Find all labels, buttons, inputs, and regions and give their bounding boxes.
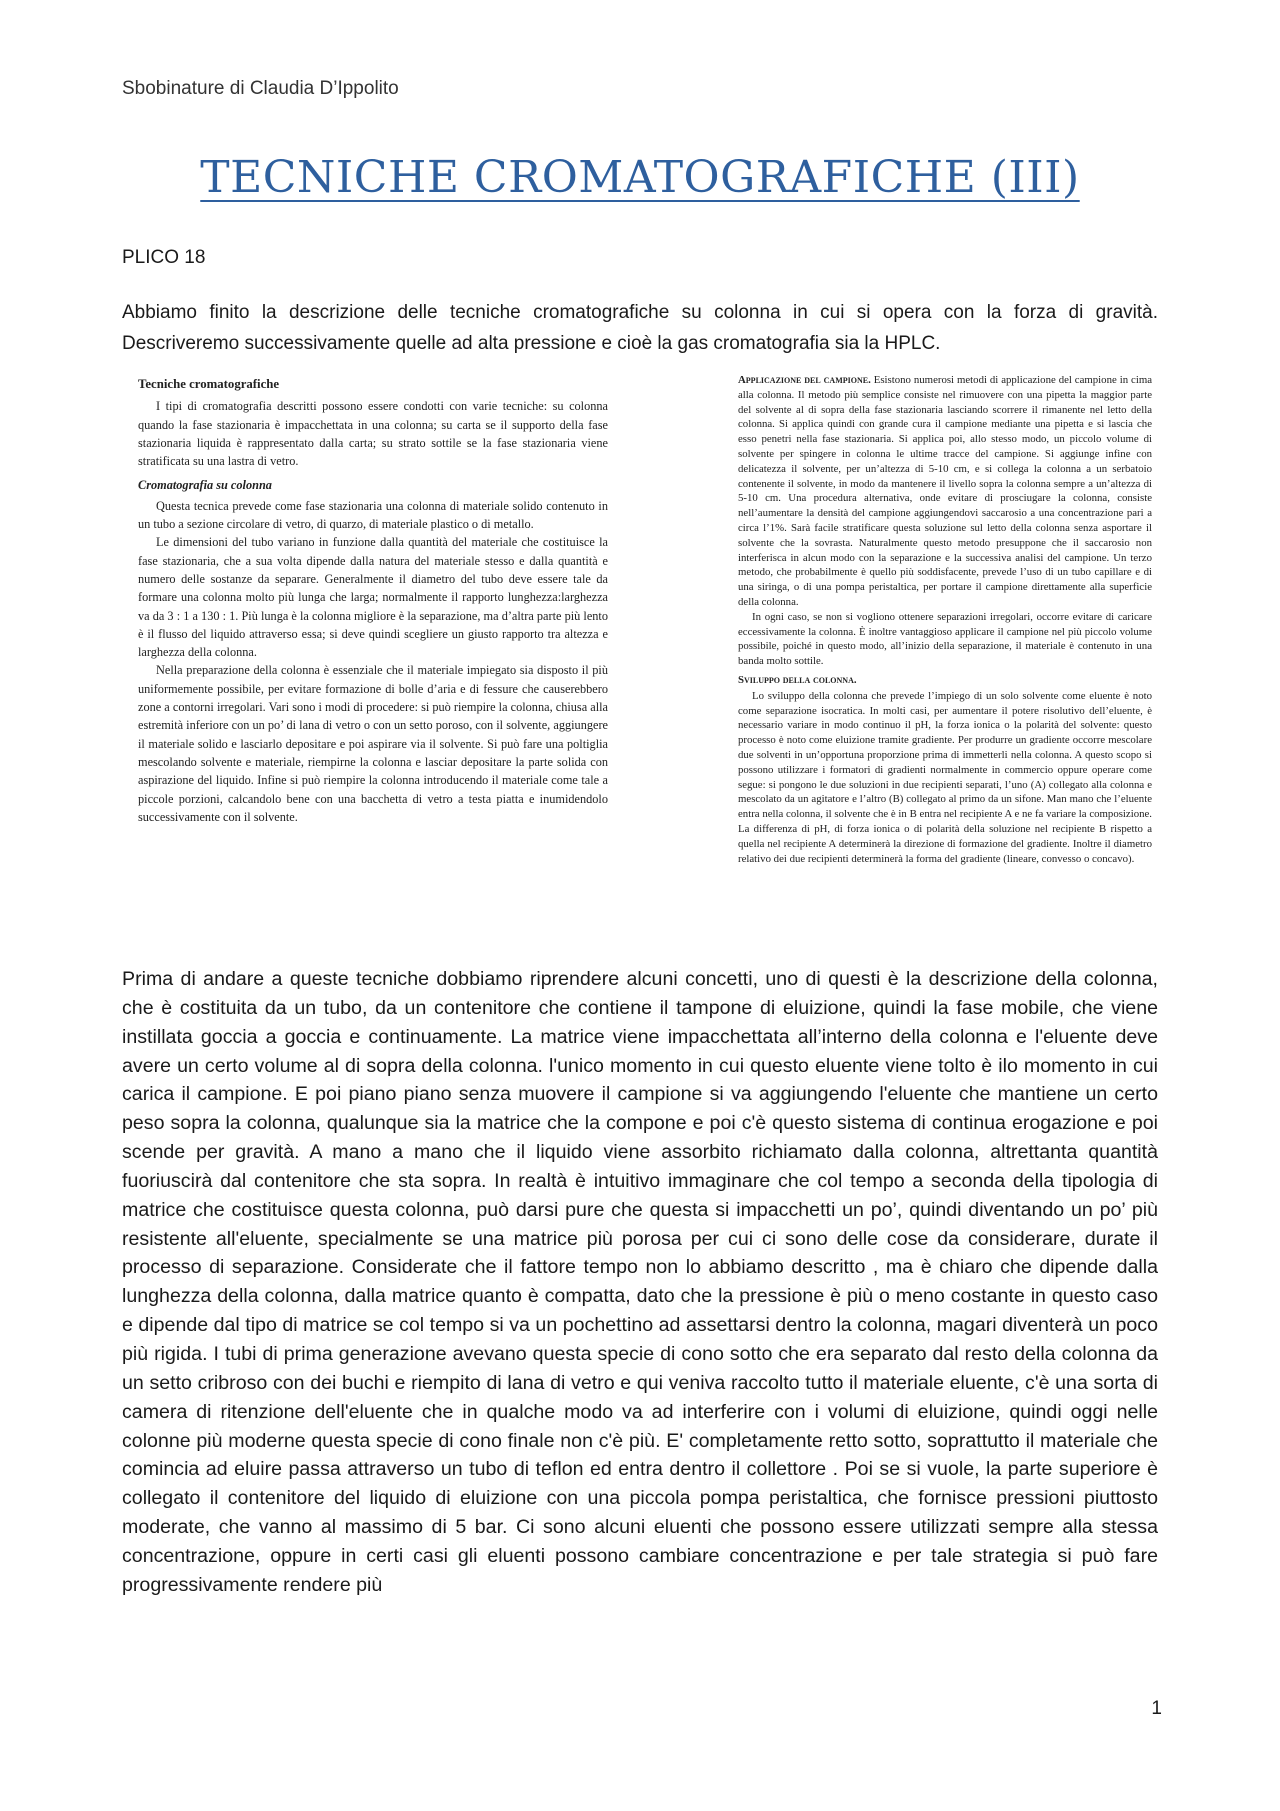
body-paragraph: Prima di andare a queste tecniche dobbiamo riprendere alcuni concetti, uno di questi è la descrizione della colonna, che è costituita da un tubo, da un contenitore che contiene il tampone di eluizione, quindi la fase mobile, che viene instillata goccia a goccia e continuamente. La matrice viene impacchettata all’interno della colonna e l'eluente deve avere un certo volume al di sopra della colonna. l'unico momento in cui questo eluente viene tolto è ilo momento in cui carica il campione. E poi piano piano senza muovere il campione si va aggiungendo l'eluente che mantiene un certo peso sopra la colonna, qualunque sia la matrice che la compone e poi c'è questo sistema di continua erogazione e poi scende per gravità. A mano a mano che il liquido viene assorbito richiamato dalla colonna, altrettanta quantità fuoriuscirà dal contenitore che sta sopra. In realtà è intuitivo immaginare che col tempo a seconda della tipologia di matrice che costituisce questa colonna, può darsi pure che questa si impacchetti un po’, quindi diventando un po’ più resistente all'eluente, specialmente se una matrice più porosa per cui ci sono delle cose da considerare, durate il processo di separazione. Considerate che il fattore tempo non lo abbiamo descritto , ma è chiaro che dipende dalla lunghezza della colonna, dalla matrice quanto è compatta, dato che la pressione è più o meno costante in questo caso e dipende dal tipo di matrice se col tempo si va un pochettino ad assettarsi dentro la colonna, magari diventerà un poco più rigida. I tubi di prima generazione avevano questa specie di cono sotto che era separato dal resto della colonna da un setto cribroso con dei buchi e riempito di lana di vetro e qui veniva raccolto tutto il materiale eluente, c'è una sorta di camera di ritenzione dell'eluente che in qualche modo va ad interferire con i volumi di eluizione, quindi oggi nelle colonne più moderne questa specie di cono finale non c'è più. E' completamente retto sotto, soprattutto il materiale che comincia ad eluire passa attraverso un tubo di teflon ed entra dentro il collettore . Poi se si vuole, la parte superiore è collegato il contenitore del liquido di eluizione con una piccola pompa peristaltica, che fornisce pressioni piuttosto moderate, che vanno al massimo di 5 bar. Ci sono alcuni eluenti che possono essere utilizzati sempre alla stessa concentrazione, oppure in certi casi gli eluenti possono cambiare concentrazione e per tale strategia si può fare progressivamente rendere più: [122, 968, 1158, 1596]
scan-heading: Tecniche cromatografiche: [138, 377, 280, 391]
page-number: 1: [1151, 1698, 1162, 1719]
scan-paragraph: [738, 373, 1152, 610]
scan-paragraph: Nella preparazione della colonna è essenziale che il materiale impiegato sia disposto il più uniformemente possibile, per evitare formazione di bolle d’aria e di fessure che causerebbero zone a contorni irregolari. Vari sono i modi di procedere: si può riempire la colonna, chiusa alla estremità inferiore con un po’ di lana di vetro o con un setto poroso, con il solvente, aggiungere il materiale solido e lasciarlo depositare e poi aspirare via il solvente. Si può fare una poltiglia mescolando solvente e materiale, riempirne la colonna e lasciar depositare la parte solida con aspirazione del liquido. Infine si può riempire la colonna introducendo il materiale come tale a piccole porzioni, calcandolo bene con una bacchetta di vetro a testa piatta e inumidendolo successivamente con il solvente.: [138, 663, 608, 824]
header-author: Sbobinature di Claudia D’Ippolito: [122, 78, 399, 99]
scan-section-text: Esistono numerosi metodi di applicazione del campione in cima alla colonna. Il metodo più semplice consiste nel rimuovere con una pipetta la maggior parte del solvente al di sopra della fase stazionaria lasciando scorrere il rimanente nel letto della colonna. Si applica quindi con grande cura il campione mediante una pipetta e si lascia che esso penetri nella fase stazionaria. Si applica poi, allo stesso modo, un piccolo volume di solvente per spingere in colonna le ultime tracce del campione. Si aggiunge infine con delicatezza il solvente, per un’altezza di 5-10 cm, e si collega la colonna a un serbatoio contenente il solvente, in modo da mantenere il livello sopra la colonna sempre a un’altezza di 5-10 cm. Una procedura alternativa, onde evitare di prosciugare la colonna, consiste nell’aumentare la densità del campione aggiungendovi saccarosio a una concentrazione pari a circa l’1%. Sarà facile stratificare questa soluzione sul letto della colonna senza asportare il solvente che la sovrasta. Naturalmente questo metodo presuppone che il saccarosio non interferisca in alcun modo con la separazione e la successiva analisi del campione. Un terzo metodo, che probabilmente è quello più soddisfacente, prevede l’uso di un tubo capillare e di una siringa, o di una pompa peristaltica, per portare il campione direttamente alla superficie della colonna.: [738, 374, 1153, 608]
scan-paragraph: In ogni caso, se non si vogliono ottenere separazioni irregolari, occorre evitare di caricare eccessivamente la colonna. È inoltre vantaggioso applicare il campione nel più piccolo volume possibile, poiché in questo modo, all’inizio della separazione, il materiale è contenuto in una banda molto sottile.: [738, 610, 1152, 668]
intro-paragraph: Abbiamo finito la descrizione delle tecniche cromatografiche su colonna in cui si opera con la forza di gravità. Descriveremo successivamente quelle ad alta pressione e cioè la gas cromatografia sia la HPLC.: [122, 302, 1158, 354]
scan-section-title: Applicazione del campione.: [738, 374, 871, 386]
scan-paragraph: Questa tecnica prevede come fase stazionaria una colonna di materiale solido contenuto in un tubo a sezione circolare di vetro, di quarzo, di materiale plastico o di metallo.: [138, 498, 608, 532]
scanned-textbook-excerpt-left: [138, 375, 608, 826]
scan-paragraph: Le dimensioni del tubo variano in funzione dalla quantità del materiale che costituisce la fase stazionaria, che a sua volta dipende dalla natura del materiale stesso e dalla quantità e numero delle sostanze da separare. Generalmente il diametro del tubo deve essere tale da formare una colonna molto più lunga che larga; normalmente il rapporto lunghezza:larghezza va da 3 : 1 a 130 : 1. Più lunga è la colonna migliore è la separazione, ma d’altra parte più lento è il flusso del liquido attraverso essa; si deve quindi scegliere un giusto rapporto tra altezza e larghezza della colonna.: [138, 535, 608, 660]
page-title: TECNICHE CROMATOGRAFICHE (III): [200, 152, 1080, 203]
scan-subheading: Cromatografia su colonna: [138, 478, 272, 493]
scan-section-title: Sviluppo della colonna.: [738, 673, 857, 686]
scan-paragraph: I tipi di cromatografia descritti possono essere condotti con varie tecniche: su colonna quando la fase stazionaria è impacchettata in una colonna; su carta se il supporto della fase stazionaria liquida è rappresentato dalla carta; su strato sottile se la fase stazionaria viene stratificata su una lastra di vetro.: [138, 399, 608, 469]
plico-label: PLICO 18: [122, 247, 206, 268]
scan-paragraph: Lo sviluppo della colonna che prevede l’impiego di un solo solvente come eluente è noto come separazione isocratica. In molti casi, per aumentare il potere risolutivo dell’eluente, è necessario variare in modo continuo il pH, la forza ionica o la polarità del solvente: questo processo è noto come eluizione tramite gradiente. Per produrre un gradiente occorre mescolare due solventi in un’opportuna proporzione prima di immetterli nella colonna. A questo scopo si possono utilizzare i formatori di gradienti normalmente in commercio oppure operare come segue: si pongono le due soluzioni in due recipienti separati, l’uno (A) collegato alla colonna e mescolato da un agitatore e l’altro (B) collegato al primo da un sifone. Man mano che l’eluente entra nella colonna, il solvente che è in B entra nel recipiente A e ne fa variare la composizione. La differenza di pH, di forza ionica o di polarità della soluzione nel recipiente B rispetto a quella nel recipiente A determinerà la direzione di formazione del gradiente. Inoltre il diametro relativo dei due recipienti determinerà la forma del gradiente (lineare, convesso o concavo).: [738, 689, 1152, 865]
scanned-textbook-excerpt-right: [738, 373, 1152, 866]
